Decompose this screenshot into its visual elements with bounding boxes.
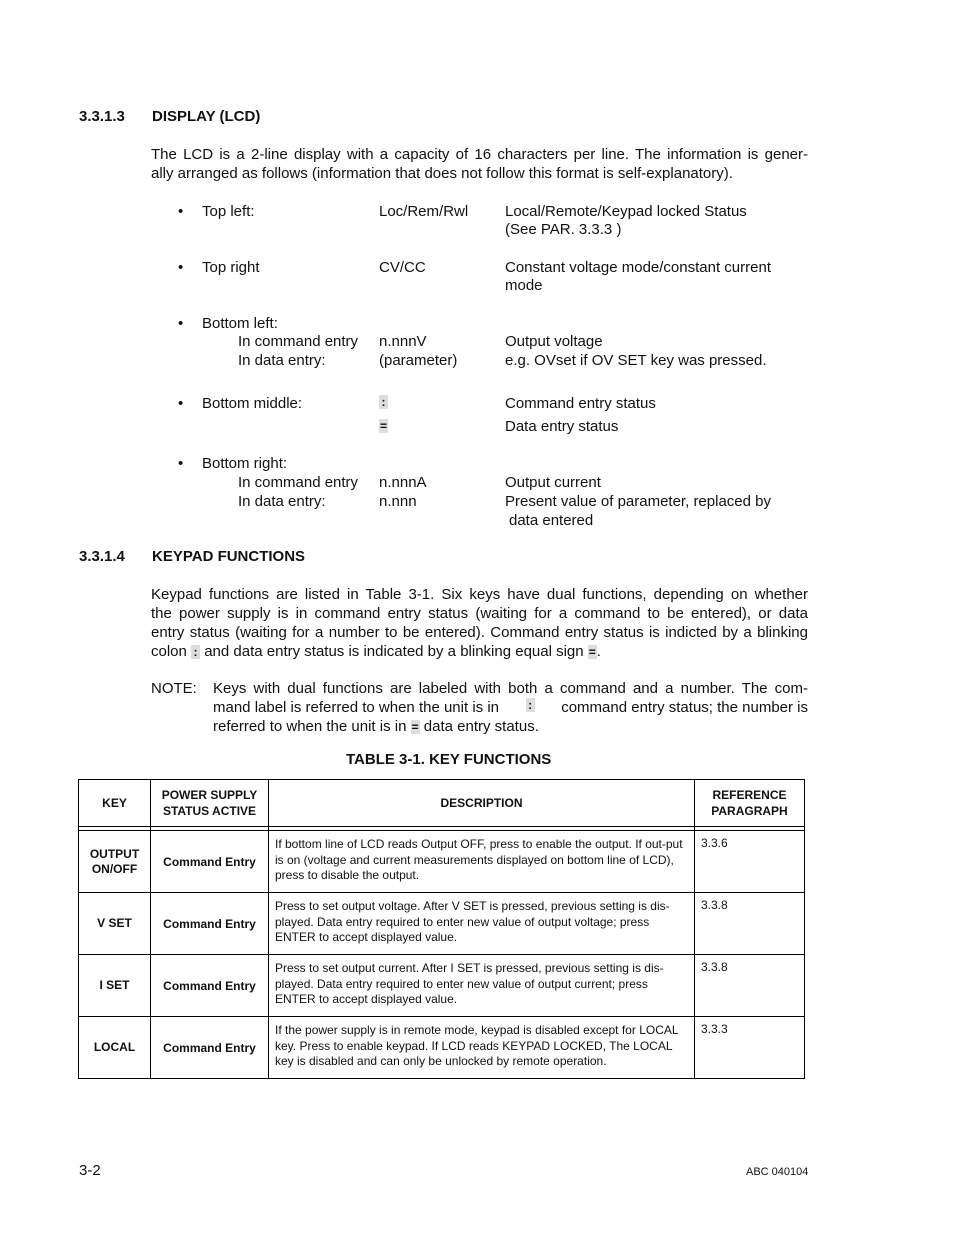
- sub-code-nnnn: n.nnn: [379, 493, 417, 510]
- note-line-3: [213, 717, 808, 736]
- item-label-top-left: Top left:: [202, 203, 255, 220]
- item-label-bottom-middle: Bottom middle:: [202, 395, 303, 412]
- sub-desc-present-value-2: data entered: [509, 512, 594, 529]
- colon-glyph-icon: :: [526, 698, 535, 712]
- row-description: If bottom line of LCD reads Output OFF, press to enable the output. If out-put is on (voltage and current measurements displayed on bottom line of LCD), press to disable the output.: [269, 831, 695, 893]
- equal-glyph-icon: =: [411, 720, 419, 735]
- sub-desc-ovset: e.g. OVset if OV SET key was pressed.: [505, 352, 767, 369]
- sub-code-voltage: n.nnnV: [379, 333, 427, 350]
- item-code-top-right: CV/CC: [379, 259, 426, 276]
- table-row: [79, 955, 805, 1017]
- table-row: [79, 893, 805, 955]
- sub-code-current: n.nnnA: [379, 474, 427, 491]
- item-label-bottom-left: Bottom left:: [202, 315, 278, 332]
- row-key: V SET: [79, 893, 151, 955]
- note-line-1: Keys with dual functions are labeled with both a command and a number. The com-: [213, 680, 808, 697]
- item-desc-top-right-1: Constant voltage mode/constant current: [505, 259, 771, 276]
- row-reference: 3.3.6: [695, 831, 805, 893]
- row-description: Press to set output current. After I SET is pressed, previous setting is dis-played. Data entry required to enter new value of output current; press ENTER to accept displayed value.: [269, 955, 695, 1017]
- row-status: Command Entry: [151, 831, 269, 893]
- sub-label-command-entry: In command entry: [238, 333, 359, 350]
- sub-label-command-entry: In command entry: [238, 474, 359, 491]
- section-number-3313: 3.3.1.3: [79, 108, 125, 125]
- row-reference: 3.3.8: [695, 893, 805, 955]
- section-title-display-lcd: DISPLAY (LCD): [152, 108, 261, 125]
- sub-desc-output-voltage: Output voltage: [505, 333, 603, 350]
- section-number-3314: 3.3.1.4: [79, 548, 125, 565]
- keypad-para-line-4: [151, 642, 808, 661]
- desc-data-entry-status: Data entry status: [505, 418, 619, 435]
- equal-glyph-icon: =: [379, 419, 387, 434]
- item-label-bottom-right: Bottom right:: [202, 455, 288, 472]
- bullet: •: [178, 259, 184, 276]
- sub-desc-output-current: Output current: [505, 474, 601, 491]
- page-number: 3-2: [79, 1162, 101, 1179]
- keypad-para-line-3: entry status (waiting for a number to be entered). Command entry status is indicted by a blinking: [151, 624, 808, 641]
- document-id: ABC 040104: [746, 1166, 809, 1178]
- row-description: Press to set output voltage. After V SET is pressed, previous setting is dis-played. Data entry required to enter new value of output voltage; press ENTER to accept displayed value.: [269, 893, 695, 955]
- sub-desc-present-value-1: Present value of parameter, replaced by: [505, 493, 771, 510]
- note-line-2a: mand label is referred to when the unit is in: [213, 699, 499, 716]
- sub-label-data-entry: In data entry:: [238, 352, 326, 369]
- header-key: KEY: [79, 780, 151, 827]
- bullet: •: [178, 455, 184, 472]
- keypad-para-line-2: the power supply is in command entry status (waiting for a command to be entered), or data: [151, 605, 808, 622]
- row-status: Command Entry: [151, 1017, 269, 1079]
- item-desc-top-left-2: (See PAR. 3.3.3 ): [505, 221, 622, 238]
- header-status: POWER SUPPLY STATUS ACTIVE: [151, 780, 269, 827]
- row-description: If the power supply is in remote mode, keypad is disabled except for LOCAL key. Press to enable keypad. If LCD reads KEYPAD LOCKED, The LOCAL key is disabled and can only be unlocked by remote operation.: [269, 1017, 695, 1079]
- note-line-2b: command entry status; the number is: [561, 699, 808, 716]
- desc-command-entry-status: Command entry status: [505, 395, 656, 412]
- row-reference: 3.3.8: [695, 955, 805, 1017]
- intro-line-1: The LCD is a 2-line display with a capacity of 16 characters per line. The information is gener-: [151, 146, 808, 163]
- row-key: I SET: [79, 955, 151, 1017]
- row-reference: 3.3.3: [695, 1017, 805, 1079]
- bullet: •: [178, 395, 184, 412]
- colon-glyph-icon: :: [191, 645, 200, 659]
- keypad-para-line-1: Keypad functions are listed in Table 3-1. Six keys have dual functions, depending on whether: [151, 586, 808, 603]
- row-status: Command Entry: [151, 955, 269, 1017]
- keypad-para-equal-text: and data entry status is indicated by a blinking equal sign: [204, 643, 584, 660]
- row-key: LOCAL: [79, 1017, 151, 1079]
- bullet: •: [178, 315, 184, 332]
- item-desc-top-left-1: Local/Remote/Keypad locked Status: [505, 203, 747, 220]
- row-key: OUTPUT ON/OFF: [79, 831, 151, 893]
- item-code-top-left: Loc/Rem/Rwl: [379, 203, 469, 220]
- sub-code-parameter: (parameter): [379, 352, 458, 369]
- header-reference: REFERENCE PARAGRAPH: [695, 780, 805, 827]
- table-row: [79, 831, 805, 893]
- sub-label-data-entry: In data entry:: [238, 493, 326, 510]
- table-header-row: [79, 780, 805, 827]
- item-label-top-right: Top right: [202, 259, 260, 276]
- equal-glyph-icon: =: [588, 645, 596, 660]
- note-label: NOTE:: [151, 680, 197, 697]
- keypad-para-period: .: [596, 643, 601, 660]
- row-status: Command Entry: [151, 893, 269, 955]
- table-caption: TABLE 3-1. KEY FUNCTIONS: [346, 751, 552, 768]
- key-functions-table: [78, 779, 805, 1079]
- header-description: DESCRIPTION: [269, 780, 695, 827]
- note-line-3a: referred to when the unit is in: [213, 718, 407, 735]
- section-title-keypad-functions: KEYPAD FUNCTIONS: [152, 548, 306, 565]
- item-desc-top-right-2: mode: [505, 277, 543, 294]
- intro-line-2: ally arranged as follows (information that does not follow this format is self-explanatory).: [151, 165, 733, 182]
- table-row: [79, 1017, 805, 1079]
- note-line-2: [213, 698, 808, 717]
- note-line-3b: data entry status.: [423, 718, 539, 735]
- keypad-para-colon-text: colon: [151, 643, 187, 660]
- bullet: •: [178, 203, 184, 220]
- colon-glyph-icon: :: [379, 392, 388, 411]
